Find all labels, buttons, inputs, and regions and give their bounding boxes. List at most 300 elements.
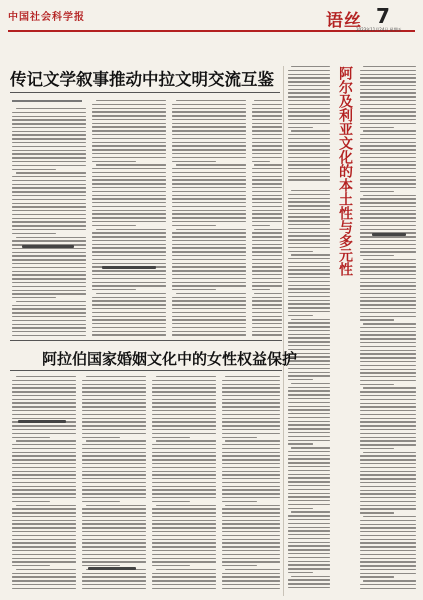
text-line (360, 403, 416, 404)
text-line (82, 455, 146, 456)
text-line (252, 274, 282, 275)
text-line (360, 153, 416, 154)
text-line (288, 138, 330, 139)
text-line (288, 315, 313, 316)
text-line (288, 572, 313, 573)
text-line (92, 251, 166, 252)
text-line (152, 474, 216, 475)
text-line (12, 123, 86, 124)
text-line (252, 278, 282, 279)
text-line (82, 418, 146, 419)
text-line (252, 285, 282, 286)
text-line (360, 584, 416, 585)
text-line (360, 444, 416, 445)
text-line (12, 176, 86, 177)
text-line (288, 89, 330, 90)
text-line (288, 409, 330, 410)
text-line (82, 576, 146, 577)
text-line (222, 550, 280, 551)
text-line (152, 421, 216, 422)
text-line (82, 584, 146, 585)
text-line (92, 244, 166, 245)
text-line (172, 263, 246, 264)
vertical-headline: 阿尔及利亚文化的本土性与多元性 (337, 66, 353, 276)
text-line (152, 433, 216, 434)
text-line (12, 297, 56, 298)
text-line (82, 546, 146, 547)
text-line (12, 573, 76, 574)
text-line (288, 213, 330, 214)
text-line (222, 474, 280, 475)
text-line (288, 134, 330, 135)
text-line (360, 561, 416, 562)
text-line (360, 240, 416, 241)
text-line (288, 285, 330, 286)
text-line (222, 478, 280, 479)
text-line (360, 425, 416, 426)
text-line (172, 168, 246, 169)
text-line (176, 100, 246, 101)
text-line (92, 289, 136, 290)
text-line (360, 123, 416, 124)
text-line (291, 130, 330, 131)
text-line (288, 379, 313, 380)
text-line (12, 395, 76, 396)
text-line (92, 300, 166, 301)
text-line (222, 467, 280, 468)
text-line (360, 229, 416, 230)
text-line (92, 312, 166, 313)
text-line (172, 334, 246, 335)
text-line (12, 550, 76, 551)
text-line (288, 277, 330, 278)
text-line (12, 206, 86, 207)
text-line (288, 527, 330, 528)
text-line (288, 127, 313, 128)
text-line (82, 542, 146, 543)
text-line (288, 326, 330, 327)
text-line (252, 327, 282, 328)
text-line (291, 190, 330, 191)
text-line (252, 149, 282, 150)
text-line (252, 323, 282, 324)
text-line (360, 297, 416, 298)
text-line (288, 545, 330, 546)
text-line (288, 474, 330, 475)
text-line (152, 406, 216, 407)
text-line (12, 263, 86, 264)
page-number: 7 (376, 4, 390, 28)
text-line (92, 202, 166, 203)
headline-main: 传记文学叙事推动中拉文明交流互鉴 (10, 70, 274, 89)
text-line (172, 191, 246, 192)
text-line (222, 455, 280, 456)
text-line (92, 297, 166, 298)
text-line (82, 588, 146, 589)
text-line (92, 213, 166, 214)
text-line (82, 414, 146, 415)
text-line (82, 402, 146, 403)
text-line (12, 531, 76, 532)
text-line (222, 399, 280, 400)
text-line (152, 478, 216, 479)
text-line (152, 561, 216, 562)
text-line (12, 293, 86, 294)
text-line (152, 455, 216, 456)
text-line (360, 100, 416, 101)
text-line (92, 319, 166, 320)
text-line (288, 145, 330, 146)
text-line (12, 425, 76, 426)
text-line (252, 126, 282, 127)
text-line (291, 319, 330, 320)
text-line (222, 523, 280, 524)
text-line (92, 145, 166, 146)
text-line (96, 100, 166, 101)
text-line (360, 221, 416, 222)
text-line (92, 123, 166, 124)
text-line (12, 546, 76, 547)
article1-subhead-1 (22, 245, 74, 248)
text-line (363, 580, 416, 581)
text-line (82, 399, 146, 400)
text-line (288, 179, 330, 180)
text-line (360, 206, 416, 207)
text-line (152, 497, 216, 498)
right-col-a (288, 190, 330, 596)
text-line (288, 341, 330, 342)
text-line (360, 338, 416, 339)
text-line (360, 308, 416, 309)
text-line (360, 138, 416, 139)
text-line (288, 149, 330, 150)
text-line (288, 111, 330, 112)
text-line (172, 213, 246, 214)
text-line (288, 530, 330, 531)
text-line (288, 519, 330, 520)
text-line (360, 157, 416, 158)
text-line (172, 153, 246, 154)
text-line (152, 516, 216, 517)
paper-logo: 中国社会科学报 (8, 12, 85, 23)
text-line (222, 520, 280, 521)
text-line (363, 516, 416, 517)
text-line (360, 455, 416, 456)
text-line (222, 489, 280, 490)
text-line (360, 85, 416, 86)
text-line (222, 380, 280, 381)
text-line (360, 497, 416, 498)
text-line (156, 505, 216, 506)
text-line (360, 236, 416, 237)
text-line (82, 482, 146, 483)
text-line (288, 247, 330, 248)
text-line (360, 542, 416, 543)
text-line (360, 213, 416, 214)
headline-main-rule (10, 92, 280, 93)
text-line (92, 221, 166, 222)
text-line (222, 584, 280, 585)
text-line (12, 576, 76, 577)
text-line (288, 224, 330, 225)
text-line (288, 157, 330, 158)
text-line (252, 115, 282, 116)
text-line (252, 297, 282, 298)
text-line (252, 244, 282, 245)
text-line (82, 535, 146, 536)
text-line (82, 558, 146, 559)
text-line (152, 489, 216, 490)
text-line (360, 172, 416, 173)
text-line (12, 554, 76, 555)
text-line (288, 421, 330, 422)
text-line (12, 535, 76, 536)
text-line (360, 191, 394, 192)
text-line (252, 247, 282, 248)
text-line (291, 447, 330, 448)
text-line (82, 489, 146, 490)
text-line (12, 131, 86, 132)
text-line (288, 307, 330, 308)
text-line (12, 134, 86, 135)
text-line (12, 157, 86, 158)
text-line (288, 398, 330, 399)
byline (12, 100, 82, 102)
text-line (16, 376, 76, 377)
text-line (222, 395, 280, 396)
text-line (252, 259, 282, 260)
text-line (172, 142, 246, 143)
text-line (252, 316, 282, 317)
text-line (82, 459, 146, 460)
text-line (288, 92, 330, 93)
text-line (252, 240, 282, 241)
text-line (288, 123, 330, 124)
text-line (82, 539, 146, 540)
text-line (288, 542, 330, 543)
text-line (360, 334, 416, 335)
text-line (360, 565, 416, 566)
text-line (172, 176, 246, 177)
text-line (360, 429, 416, 430)
text-line (288, 243, 330, 244)
text-line (360, 176, 416, 177)
text-line (222, 565, 257, 566)
text-line (360, 70, 416, 71)
text-line (360, 414, 416, 415)
text-line (92, 111, 166, 112)
text-line (360, 527, 416, 528)
text-line (172, 331, 246, 332)
text-line (291, 576, 330, 577)
text-line (252, 172, 282, 173)
text-line (288, 390, 330, 391)
text-line (152, 558, 216, 559)
headline-secondary: 阿拉伯国家婚姻文化中的女性权益保护 (42, 350, 298, 368)
text-line (16, 569, 76, 570)
text-line (172, 319, 246, 320)
text-line (92, 149, 166, 150)
text-line (288, 538, 330, 539)
text-line (222, 418, 280, 419)
text-line (360, 92, 416, 93)
text-line (252, 130, 282, 131)
text-line (82, 384, 146, 385)
text-line (222, 576, 280, 577)
text-line (92, 176, 166, 177)
text-line (82, 516, 146, 517)
text-line (288, 266, 330, 267)
text-line (12, 119, 86, 120)
text-line (222, 501, 257, 502)
text-line (152, 542, 216, 543)
text-line (288, 436, 330, 437)
text-line (12, 153, 86, 154)
text-line (152, 471, 216, 472)
text-line (172, 217, 246, 218)
text-line (12, 459, 76, 460)
text-line (254, 100, 282, 101)
text-line (172, 183, 246, 184)
text-line (360, 142, 416, 143)
text-line (222, 508, 280, 509)
text-line (152, 501, 190, 502)
text-line (222, 410, 280, 411)
text-line (363, 323, 416, 324)
text-line (288, 81, 330, 82)
text-line (92, 236, 166, 237)
text-line (363, 387, 416, 388)
text-line (288, 205, 330, 206)
text-line (12, 142, 86, 143)
text-line (172, 111, 246, 112)
text-line (156, 440, 216, 441)
text-line (360, 289, 416, 290)
text-line (172, 266, 246, 267)
text-line (12, 320, 86, 321)
text-line (92, 187, 166, 188)
text-line (152, 527, 216, 528)
text-line (252, 334, 282, 335)
text-line (172, 225, 216, 226)
text-line (252, 104, 282, 105)
text-line (288, 334, 330, 335)
text-line (222, 425, 280, 426)
text-line (252, 270, 282, 271)
text-line (12, 165, 86, 166)
text-line (288, 451, 330, 452)
text-line (92, 270, 166, 271)
text-line (16, 108, 86, 109)
text-line (222, 384, 280, 385)
text-line (16, 440, 76, 441)
text-line (176, 164, 246, 165)
text-line (12, 248, 86, 249)
text-line (222, 463, 280, 464)
text-line (222, 493, 280, 494)
article1-col3 (172, 100, 246, 342)
text-line (288, 345, 330, 346)
text-line (360, 134, 416, 135)
text-line (172, 247, 246, 248)
text-line (152, 444, 216, 445)
text-line (12, 486, 76, 487)
text-line (360, 300, 416, 301)
text-line (288, 303, 330, 304)
text-line (360, 520, 416, 521)
text-line (12, 324, 86, 325)
text-line (222, 580, 280, 581)
text-line (222, 573, 280, 574)
text-line (92, 232, 166, 233)
text-line (82, 387, 146, 388)
text-line (152, 437, 190, 438)
text-line (360, 406, 416, 407)
text-line (288, 288, 330, 289)
text-line (12, 146, 86, 147)
text-line (291, 66, 330, 67)
text-line (12, 391, 76, 392)
text-line (252, 331, 282, 332)
text-line (12, 478, 76, 479)
text-line (152, 463, 216, 464)
text-line (288, 269, 330, 270)
text-line (12, 116, 86, 117)
text-line (92, 134, 166, 135)
text-line (252, 161, 270, 162)
column-divider (283, 66, 284, 596)
text-line (252, 157, 282, 158)
text-line (252, 183, 282, 184)
text-line (12, 452, 76, 453)
text-line (252, 134, 282, 135)
text-line (288, 239, 330, 240)
text-line (12, 463, 76, 464)
text-line (92, 119, 166, 120)
text-line (172, 304, 246, 305)
text-line (12, 429, 76, 430)
text-line (92, 179, 166, 180)
headline-secondary-rule (10, 370, 282, 371)
text-line (92, 195, 166, 196)
text-line (82, 527, 146, 528)
text-line (172, 126, 246, 127)
text-line (152, 448, 216, 449)
text-line (12, 210, 86, 211)
issue-date: 2023年11月24日 星期五 (356, 27, 402, 32)
text-line (288, 337, 330, 338)
text-line (12, 410, 76, 411)
text-line (288, 77, 330, 78)
text-line (288, 466, 330, 467)
text-line (363, 195, 416, 196)
text-line (92, 183, 166, 184)
text-line (82, 520, 146, 521)
text-line (172, 104, 246, 105)
text-line (92, 334, 166, 335)
text-line (288, 209, 330, 210)
text-line (252, 319, 282, 320)
text-line (288, 579, 330, 580)
text-line (152, 387, 216, 388)
text-line (82, 501, 120, 502)
text-line (12, 161, 86, 162)
text-line (222, 387, 280, 388)
text-line (82, 512, 146, 513)
text-line (252, 263, 282, 264)
text-line (225, 569, 280, 570)
text-line (363, 66, 416, 67)
